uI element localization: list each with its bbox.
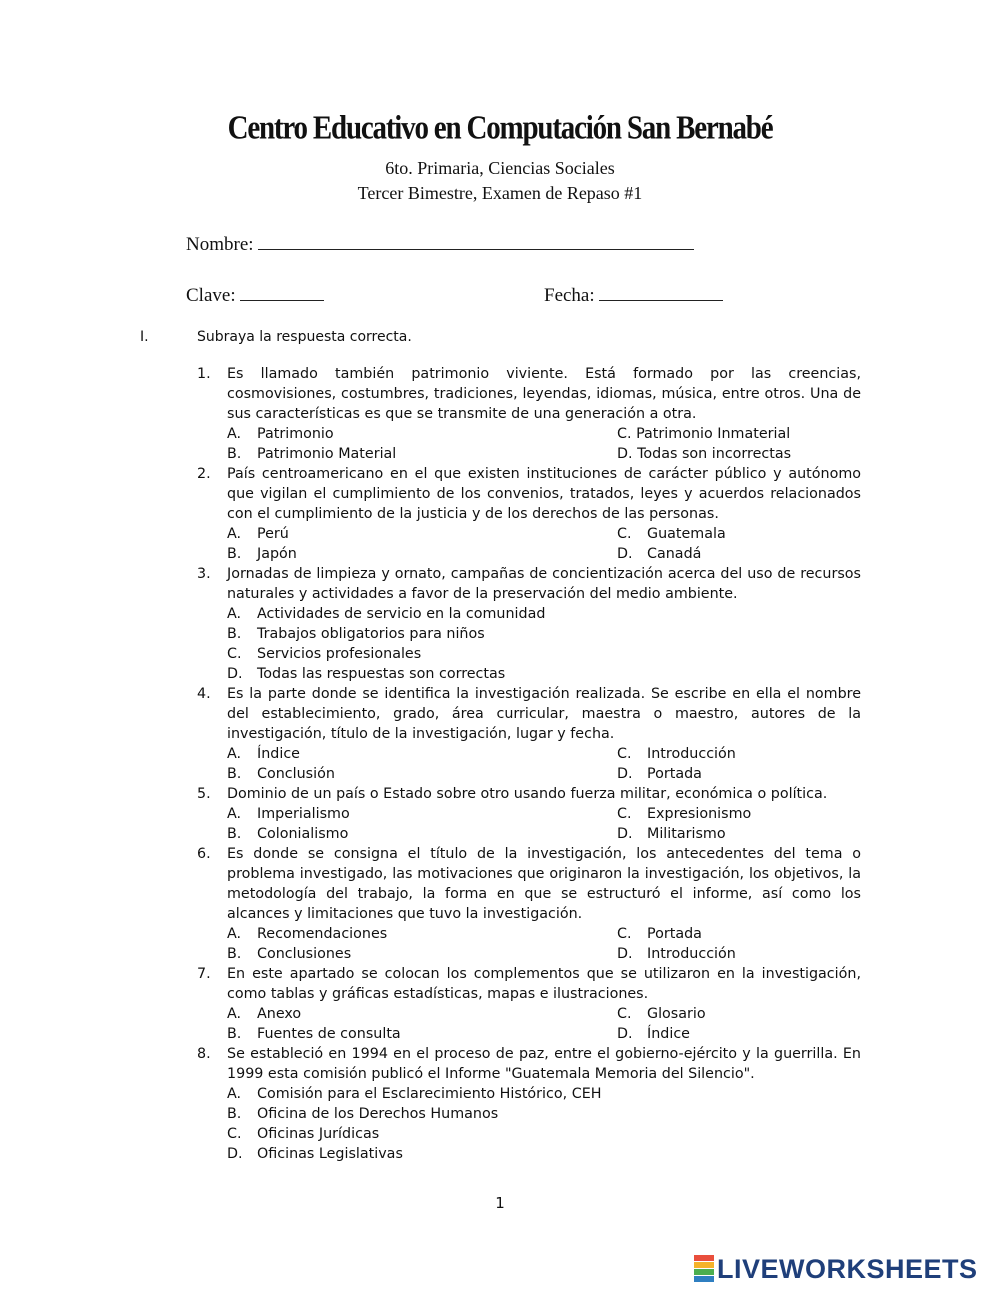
option-text: Japón <box>257 546 297 562</box>
option-letter: C. <box>227 1126 242 1142</box>
option-text: Expresionismo <box>647 806 752 822</box>
option-text: Perú <box>257 526 289 542</box>
answer-option[interactable] <box>617 944 891 964</box>
answer-option[interactable] <box>617 1004 891 1024</box>
nombre-blank-line[interactable] <box>258 232 694 250</box>
answer-option[interactable] <box>227 1004 617 1024</box>
answer-option[interactable] <box>227 824 617 844</box>
answer-option[interactable] <box>227 1124 891 1144</box>
option-letter: C. <box>617 1006 632 1022</box>
fecha-field <box>544 283 723 307</box>
option-letter: B. <box>227 826 242 842</box>
answer-option[interactable] <box>617 824 891 844</box>
question-text: Es la parte donde se identifica la investigación realizada. Se escribe en ella el nombre del establecimiento, grado, área curricular, maestra o maestro, autores de la investigación, título de la investigación, lugar y fecha. <box>227 686 861 742</box>
option-text: Fuentes de consulta <box>257 1026 401 1042</box>
answer-option[interactable] <box>227 644 891 664</box>
clave-field <box>186 283 324 307</box>
liveworksheets-brand[interactable] <box>694 1255 978 1283</box>
option-letter: C. <box>617 526 632 542</box>
answer-options <box>227 1084 861 1164</box>
question-2 <box>197 464 861 564</box>
option-text: Colonialismo <box>257 826 349 842</box>
option-text: Comisión para el Esclarecimiento Histórico, CEH <box>257 1086 602 1102</box>
answer-option[interactable] <box>227 524 617 544</box>
option-text: Oficina de los Derechos Humanos <box>257 1106 499 1122</box>
nombre-field <box>186 232 694 256</box>
option-text: Patrimonio <box>257 426 334 442</box>
fecha-label: Fecha: <box>544 285 595 306</box>
question-text: Jornadas de limpieza y ornato, campañas de concientización acerca del uso de recursos naturales y actividades a favor de la preservación del medio ambiente. <box>227 566 861 602</box>
question-number: 2. <box>197 466 211 482</box>
answer-option[interactable] <box>227 444 617 464</box>
answer-option[interactable] <box>227 924 617 944</box>
option-letter: A. <box>227 606 242 622</box>
option-text: Todas las respuestas son correctas <box>257 666 506 682</box>
brand-name: LIVEWORKSHEETS <box>717 1253 978 1284</box>
question-text: Se estableció en 1994 en el proceso de paz, entre el gobierno-ejército y la guerrilla. En 1999 esta comisión publicó el Informe "Guatemala Memoria del Silencio". <box>227 1046 861 1082</box>
answer-option[interactable] <box>227 1144 891 1164</box>
option-letter: A. <box>227 1006 242 1022</box>
section-heading <box>140 329 412 345</box>
question-number: 3. <box>197 566 211 582</box>
answer-option[interactable] <box>227 944 617 964</box>
option-letter: B. <box>227 626 242 642</box>
option-letter: D. <box>227 666 243 682</box>
option-letter: D. <box>617 946 633 962</box>
option-text: Recomendaciones <box>257 926 388 942</box>
option-letter: C. <box>617 746 632 762</box>
question-text: Dominio de un país o Estado sobre otro usando fuerza militar, económica o política. <box>227 786 828 802</box>
option-text: Guatemala <box>647 526 726 542</box>
option-letter: B. <box>227 1106 242 1122</box>
question-text: En este apartado se colocan los complementos que se utilizaron en la investigación, como tablas y gráficas estadísticas, mapas e ilustraciones. <box>227 966 861 1002</box>
logo-stripe <box>694 1255 714 1261</box>
option-text: C. Patrimonio Inmaterial <box>617 426 791 442</box>
question-number: 1. <box>197 366 211 382</box>
logo-stripe <box>694 1276 714 1282</box>
option-text: Conclusión <box>257 766 335 782</box>
option-text: Portada <box>647 766 702 782</box>
answer-option[interactable] <box>227 744 617 764</box>
answer-option[interactable] <box>617 744 891 764</box>
question-number: 8. <box>197 1046 211 1062</box>
question-number: 7. <box>197 966 211 982</box>
document-subtitle-exam: Tercer Bimestre, Examen de Repaso #1 <box>357 183 643 203</box>
section-numeral: I. <box>140 329 149 345</box>
answer-option[interactable] <box>227 664 891 684</box>
option-letter: B. <box>227 946 242 962</box>
option-letter: D. <box>617 766 633 782</box>
option-text: Imperialismo <box>257 806 350 822</box>
nombre-label: Nombre: <box>186 234 254 255</box>
option-letter: A. <box>227 806 242 822</box>
question-8 <box>197 1044 861 1164</box>
option-letter: C. <box>227 646 242 662</box>
question-1 <box>197 364 861 464</box>
question-7 <box>197 964 861 1044</box>
answer-options <box>227 604 861 684</box>
option-letter: A. <box>227 426 242 442</box>
option-text: D. Todas son incorrectas <box>617 446 792 462</box>
question-4 <box>197 684 861 784</box>
section-instruction: Subraya la respuesta correcta. <box>197 329 412 345</box>
answer-option[interactable] <box>617 444 891 464</box>
question-3 <box>197 564 861 684</box>
answer-options <box>227 924 861 964</box>
option-text: Anexo <box>257 1006 302 1022</box>
question-number: 6. <box>197 846 211 862</box>
option-text: Oficinas Jurídicas <box>257 1126 380 1142</box>
option-letter: B. <box>227 446 242 462</box>
option-text: Trabajos obligatorios para niños <box>257 626 485 642</box>
option-letter: B. <box>227 1026 242 1042</box>
answer-option[interactable] <box>227 764 617 784</box>
question-6 <box>197 844 861 964</box>
answer-option[interactable] <box>617 764 891 784</box>
answer-options <box>227 804 861 844</box>
answer-option[interactable] <box>227 1024 617 1044</box>
answer-option[interactable] <box>227 624 891 644</box>
page-number: 1 <box>495 1194 505 1212</box>
option-letter: A. <box>227 926 242 942</box>
question-number: 5. <box>197 786 211 802</box>
option-letter: C. <box>617 806 632 822</box>
clave-blank-line[interactable] <box>240 283 324 301</box>
answer-option[interactable] <box>227 424 617 444</box>
document-subtitle-course: 6to. Primaria, Ciencias Sociales <box>385 158 615 178</box>
answer-options <box>227 424 861 464</box>
fecha-blank-line[interactable] <box>599 283 723 301</box>
option-text: Militarismo <box>647 826 726 842</box>
option-text: Conclusiones <box>257 946 352 962</box>
option-text: Actividades de servicio en la comunidad <box>257 606 546 622</box>
question-text: País centroamericano en el que existen instituciones de carácter público y autónomo que vigilan el cumplimiento de los convenios, tratados, leyes y acuerdos relacionados con el cumplimiento de la justicia y de los derechos de las personas. <box>227 466 861 522</box>
answer-option[interactable] <box>617 1024 891 1044</box>
question-number: 4. <box>197 686 211 702</box>
liveworksheets-logo-icon <box>694 1255 714 1283</box>
option-text: Introducción <box>647 946 736 962</box>
option-text: Índice <box>647 1026 690 1042</box>
logo-stripe <box>694 1269 714 1275</box>
option-letter: D. <box>617 1026 633 1042</box>
answer-options <box>227 744 861 784</box>
option-letter: A. <box>227 526 242 542</box>
question-list <box>197 364 861 1164</box>
answer-option[interactable] <box>617 424 891 444</box>
option-letter: D. <box>617 546 633 562</box>
option-letter: B. <box>227 766 242 782</box>
answer-options <box>227 1004 861 1044</box>
answer-option[interactable] <box>227 1104 891 1124</box>
answer-option[interactable] <box>227 604 891 624</box>
option-letter: A. <box>227 1086 242 1102</box>
option-text: Glosario <box>647 1006 706 1022</box>
option-text: Patrimonio Material <box>257 446 397 462</box>
option-text: Introducción <box>647 746 736 762</box>
answer-options <box>227 524 861 564</box>
clave-label: Clave: <box>186 285 236 306</box>
answer-option[interactable] <box>617 544 891 564</box>
answer-option[interactable] <box>227 544 617 564</box>
logo-stripe <box>694 1262 714 1268</box>
question-5 <box>197 784 861 844</box>
answer-option[interactable] <box>227 1084 891 1104</box>
option-text: Índice <box>257 746 300 762</box>
option-text: Canadá <box>647 546 702 562</box>
answer-option[interactable] <box>617 804 891 824</box>
option-text: Portada <box>647 926 702 942</box>
question-text: Es llamado también patrimonio viviente. Está formado por las creencias, cosmovisiones, costumbres, tradiciones, leyendas, idiomas, música, entre otros. Una de sus características es que se transmite de una generación a otra. <box>227 366 861 422</box>
document-title: Centro Educativo en Computación San Bernabé <box>227 109 773 147</box>
option-letter: C. <box>617 926 632 942</box>
answer-option[interactable] <box>227 804 617 824</box>
option-letter: D. <box>617 826 633 842</box>
option-letter: D. <box>227 1146 243 1162</box>
answer-option[interactable] <box>617 524 891 544</box>
question-text: Es donde se consigna el título de la investigación, los antecedentes del tema o problema investigado, las motivaciones que originaron la investigación, los objetivos, la metodología del trabajo, la forma en que se estructuró el informe, así como los alcances y limitaciones que tuvo la investigación. <box>227 846 861 922</box>
answer-option[interactable] <box>617 924 891 944</box>
option-letter: B. <box>227 546 242 562</box>
option-letter: A. <box>227 746 242 762</box>
option-text: Oficinas Legislativas <box>257 1146 403 1162</box>
option-text: Servicios profesionales <box>257 646 422 662</box>
